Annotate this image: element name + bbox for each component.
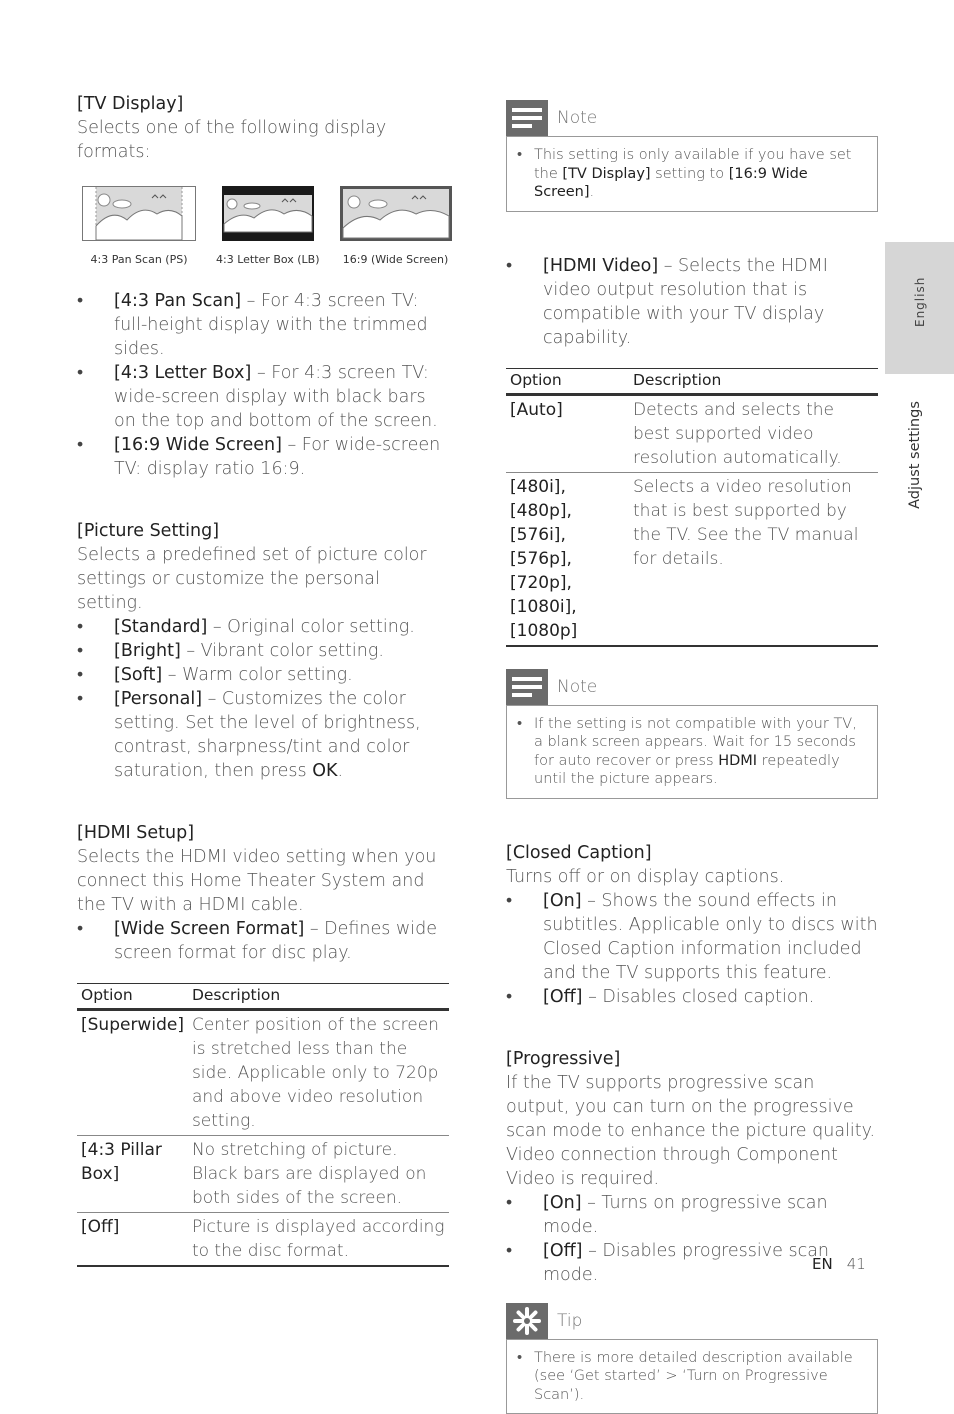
- tv-display-list: [77, 289, 449, 481]
- tip-asterisk-icon: [506, 1303, 548, 1339]
- note-item: • If the setting is not compatible with your TV, a blank screen appears. Wait for 15 seconds for auto recover or press HDMI repeatedly until the picture appears.: [517, 715, 867, 789]
- option-header: Option: [506, 368, 629, 394]
- table-row: [Auto] Detects and selects the best supported video resolution automatically.: [506, 394, 878, 472]
- tip-item: • There is more detailed description available (see ‘Get started’ > ‘Turn on Progressive Scan’).: [517, 1349, 867, 1405]
- table-row: [4:3 Pillar Box] No stretching of picture. Black bars are displayed on both sides of the screen.: [77, 1136, 449, 1213]
- table-row: [Off] Picture is displayed according to the disc format.: [77, 1213, 449, 1267]
- progressive-desc: If the TV supports progressive scan output, you can turn on the progressive scan mode to enhance the picture quality. Video connection through Component Video is required.: [506, 1071, 878, 1191]
- description-header: Description: [629, 368, 878, 394]
- note-box-2: [506, 669, 878, 799]
- right-column: [506, 100, 878, 1414]
- list-item: • [16:9 Wide Screen] – For wide-screen TV: display ratio 16:9.: [77, 433, 449, 481]
- section-tab: Adjust settings: [880, 395, 930, 515]
- list-item: • [Off] – Disables closed caption.: [506, 985, 878, 1009]
- list-item: • [On] – Turns on progressive scan mode.: [506, 1191, 878, 1239]
- pan-scan-figure: [82, 186, 196, 267]
- wide-screen-caption: 16:9 (Wide Screen): [340, 253, 452, 267]
- hdmi-video-list: [506, 254, 878, 350]
- table-row: [480i], [480p], [576i], [576p], [720p], [1080i], [1080p] Selects a video resolution that is best supported by the TV. See the TV manual for details.: [506, 472, 878, 646]
- page-footer: [812, 1255, 866, 1273]
- language-tab: English: [885, 242, 954, 374]
- hdmi-setup-list: [77, 917, 449, 965]
- tv-display-desc: Selects one of the following display formats:: [77, 116, 449, 164]
- table-header-row: [77, 984, 449, 1010]
- list-item: • [4:3 Letter Box] – For 4:3 screen TV: wide-screen display with black bars on the top and bottom of the screen.: [77, 361, 449, 433]
- table-header-row: [506, 368, 878, 394]
- note-item: • This setting is only available if you have set the [TV Display] setting to [16:9 Wide Screen].: [517, 146, 867, 202]
- left-column: [77, 92, 449, 1267]
- wide-screen-figure: [340, 186, 452, 267]
- option-header: Option: [77, 984, 188, 1010]
- letter-box-illustration: [222, 186, 314, 241]
- picture-setting-desc: Selects a predefined set of picture color settings or customize the personal setting.: [77, 543, 449, 615]
- list-item: • [Off] – Disables progressive scan mode.: [506, 1239, 878, 1287]
- list-item: • [4:3 Pan Scan] – For 4:3 screen TV: full-height display with the trimmed sides.: [77, 289, 449, 361]
- list-item: • [Personal] – Customizes the color setting. Set the level of brightness, contrast, sharpness/tint and color saturation, then press OK.: [77, 687, 449, 783]
- tip-box: [506, 1303, 878, 1414]
- list-item: • [Soft] – Warm color setting.: [77, 663, 449, 687]
- letter-box-caption: 4:3 Letter Box (LB): [216, 253, 320, 267]
- list-item: • [Bright] – Vibrant color setting.: [77, 639, 449, 663]
- note-title: Note: [557, 675, 597, 699]
- letter-box-figure: [216, 186, 320, 267]
- tv-display-title: [TV Display]: [77, 92, 449, 116]
- footer-lang: EN: [812, 1255, 833, 1273]
- list-item: • [On] – Shows the sound effects in subtitles. Applicable only to discs with Closed Caption information included and the TV supports this feature.: [506, 889, 878, 985]
- hdmi-setup-desc: Selects the HDMI video setting when you connect this Home Theater System and the TV with a HDMI cable.: [77, 845, 449, 917]
- wide-screen-format-table: [77, 983, 449, 1267]
- hdmi-setup-title: [HDMI Setup]: [77, 821, 449, 845]
- progressive-title: [Progressive]: [506, 1047, 878, 1071]
- closed-caption-title: [Closed Caption]: [506, 841, 878, 865]
- pan-scan-caption: 4:3 Pan Scan (PS): [82, 253, 196, 267]
- note-title: Note: [557, 106, 597, 130]
- list-item: • [Standard] – Original color setting.: [77, 615, 449, 639]
- note-lines-icon: [506, 100, 548, 136]
- tip-title: Tip: [557, 1309, 582, 1333]
- pan-scan-illustration: [82, 186, 196, 241]
- table-row: [Superwide] Center position of the screen is stretched less than the side. Applicable only to 720p and above video resolution setting.: [77, 1010, 449, 1136]
- closed-caption-desc: Turns off or on display captions.: [506, 865, 878, 889]
- closed-caption-list: [506, 889, 878, 1009]
- list-item: • [Wide Screen Format] – Defines wide screen format for disc play.: [77, 917, 449, 965]
- picture-setting-list: [77, 615, 449, 783]
- list-item: • [HDMI Video] – Selects the HDMI video output resolution that is compatible with your TV display capability.: [506, 254, 878, 350]
- picture-setting-title: [Picture Setting]: [77, 519, 449, 543]
- note-box-1: [506, 100, 878, 212]
- description-header: Description: [188, 984, 449, 1010]
- wide-screen-illustration: [340, 186, 452, 241]
- note-lines-icon: [506, 669, 548, 705]
- page-number: 41: [847, 1255, 866, 1273]
- hdmi-video-table: [506, 368, 878, 647]
- display-format-images: [82, 186, 449, 267]
